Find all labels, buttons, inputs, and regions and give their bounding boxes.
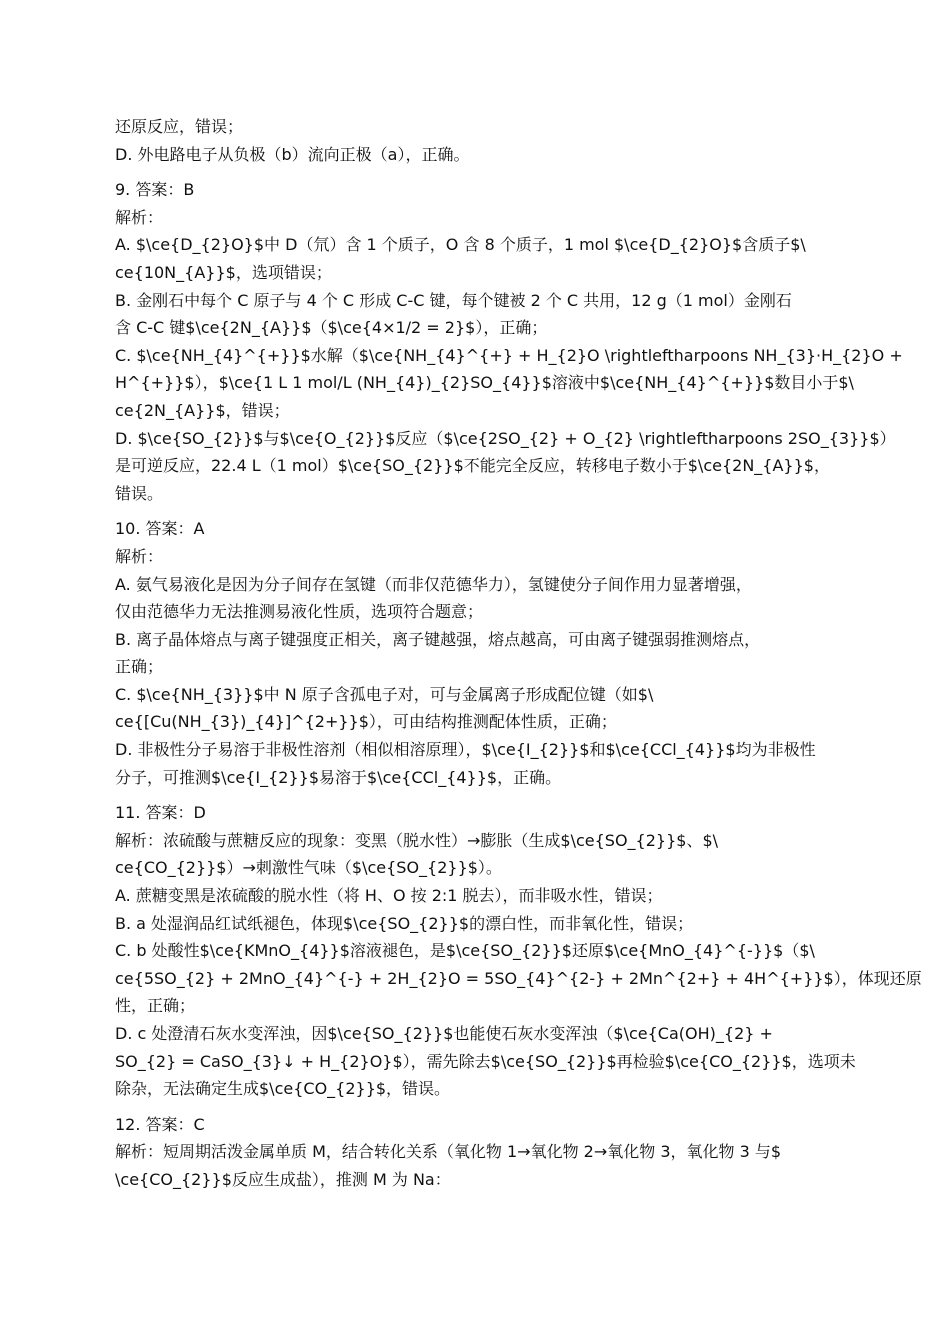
text-line: D. $\ce{SO_{2}}$与$\ce{O_{2}}$反应（$\ce{2SO_{2} + O_{2} \rightleftharpoons 2SO_{3}}$）: [115, 428, 896, 448]
text-line: 9. 答案：B: [115, 180, 195, 200]
paragraph-gap: [115, 791, 845, 799]
text-line: 解析：浓硫酸与蔗糖反应的现象：变黑（脱水性）→膨胀（生成$\ce{SO_{2}}$、$\: [115, 830, 719, 850]
text-line: C. b 处酸性$\ce{KMnO_{4}}$溶液褪色，是$\ce{SO_{2}}$还原$\ce{MnO_{4}^{-}}$（$\: [115, 941, 815, 961]
text-line: 11. 答案：D: [115, 803, 206, 823]
answer-block: [115, 113, 845, 168]
text-line: 正确；: [115, 657, 164, 677]
text-line: 12. 答案：C: [115, 1114, 205, 1134]
text-line: 还原反应，错误；: [115, 117, 244, 136]
text-line: 解析：短周期活泼金属单质 M，结合转化关系（氧化物 1→氧化物 2→氧化物 3，氧化物 3 与$: [115, 1142, 782, 1162]
paragraph-gap: [115, 168, 845, 176]
text-line: 性，正确；: [115, 996, 196, 1016]
paragraph-gap: [115, 1103, 845, 1111]
text-line: A. 氨气易液化是因为分子间存在氢键（而非仅范德华力），氢键使分子间作用力显著增强，: [115, 574, 752, 594]
text-line: SO_{2} = CaSO_{3}↓ + H_{2}O}$），需先除去$\ce{SO_{2}}$再检验$\ce{CO_{2}}$，选项未: [115, 1051, 856, 1071]
text-line: 解析：: [115, 207, 164, 227]
text-line: 10. 答案：A: [115, 519, 205, 539]
text-line: 除杂，无法确定生成$\ce{CO_{2}}$，错误。: [115, 1079, 451, 1099]
text-line: 错误。: [115, 483, 164, 503]
text-line: D. 外电路电子从负极（b）流向正极（a），正确。: [115, 144, 470, 164]
text-line: B. a 处湿润品红试纸褪色，体现$\ce{SO_{2}}$的漂白性，而非氧化性，错误；: [115, 913, 694, 933]
text-line: B. 金刚石中每个 C 原子与 4 个 C 形成 C-C 键，每个键被 2 个 C 共用，12 g（1 mol）金刚石: [115, 290, 792, 310]
text-line: ce{CO_{2}}$）→刺激性气味（$\ce{SO_{2}}$）。: [115, 858, 502, 878]
text-line: ce{2N_{A}}$，错误；: [115, 400, 290, 420]
text-line: 仅由范德华力无法推测易液化性质，选项符合题意；: [115, 602, 484, 622]
text-line: 解析：: [115, 546, 164, 566]
answer-block: [115, 515, 845, 791]
answer-block: [115, 799, 922, 1103]
answer-block: [115, 176, 903, 507]
text-line: C. $\ce{NH_{3}}$中 N 原子含孤电子对，可与金属离子形成配位键（如$\: [115, 684, 654, 704]
text-line: 是可逆反应，22.4 L（1 mol）$\ce{SO_{2}}$不能完全反应，转移电子数小于$\ce{2N_{A}}$，: [115, 456, 830, 476]
text-line: ce{10N_{A}}$，选项错误；: [115, 262, 332, 282]
text-line: A. 蔗糖变黑是浓硫酸的脱水性（将 H、O 按 2:1 脱去），而非吸水性，错误；: [115, 886, 663, 906]
text-line: 含 C-C 键$\ce{2N_{A}}$（$\ce{4×1/2 = 2}$），正确；: [115, 318, 548, 338]
answer-block: [115, 1111, 845, 1194]
text-line: H^{+}}$），$\ce{1 L 1 mol/L (NH_{4})_{2}SO_{4}}$溶液中$\ce{NH_{4}^{+}}$数目小于$\: [115, 373, 854, 393]
text-line: ce{[Cu(NH_{3})_{4}]^{2+}}$），可由结构推测配体性质，正确；: [115, 712, 617, 732]
text-line: C. $\ce{NH_{4}^{+}}$水解（$\ce{NH_{4}^{+} + H_{2}O \rightleftharpoons NH_{3}·H_{2}O +: [115, 345, 903, 365]
text-line: 分子，可推测$\ce{I_{2}}$易溶于$\ce{CCl_{4}}$，正确。: [115, 767, 562, 787]
text-line: \ce{CO_{2}}$反应生成盐），推测 M 为 Na：: [115, 1169, 451, 1189]
text-line: A. $\ce{D_{2}O}$中 D（氘）含 1 个质子，O 含 8 个质子，1 mol $\ce{D_{2}O}$含质子$\: [115, 235, 806, 255]
text-line: D. 非极性分子易溶于非极性溶剂（相似相溶原理），$\ce{I_{2}}$和$\ce{CCl_{4}}$均为非极性: [115, 740, 816, 760]
text-line: B. 离子晶体熔点与离子键强度正相关，离子键越强，熔点越高，可由离子键强弱推测熔点，: [115, 629, 761, 649]
text-line: ce{5SO_{2} + 2MnO_{4}^{-} + 2H_{2}O = 5SO_{4}^{2-} + 2Mn^{2+} + 4H^{+}}$），体现还原: [115, 968, 922, 988]
paragraph-gap: [115, 507, 845, 515]
document-body: [115, 113, 922, 1194]
text-line: D. c 处澄清石灰水变浑浊，因$\ce{SO_{2}}$也能使石灰水变浑浊（$\ce{Ca(OH)_{2} +: [115, 1024, 773, 1043]
